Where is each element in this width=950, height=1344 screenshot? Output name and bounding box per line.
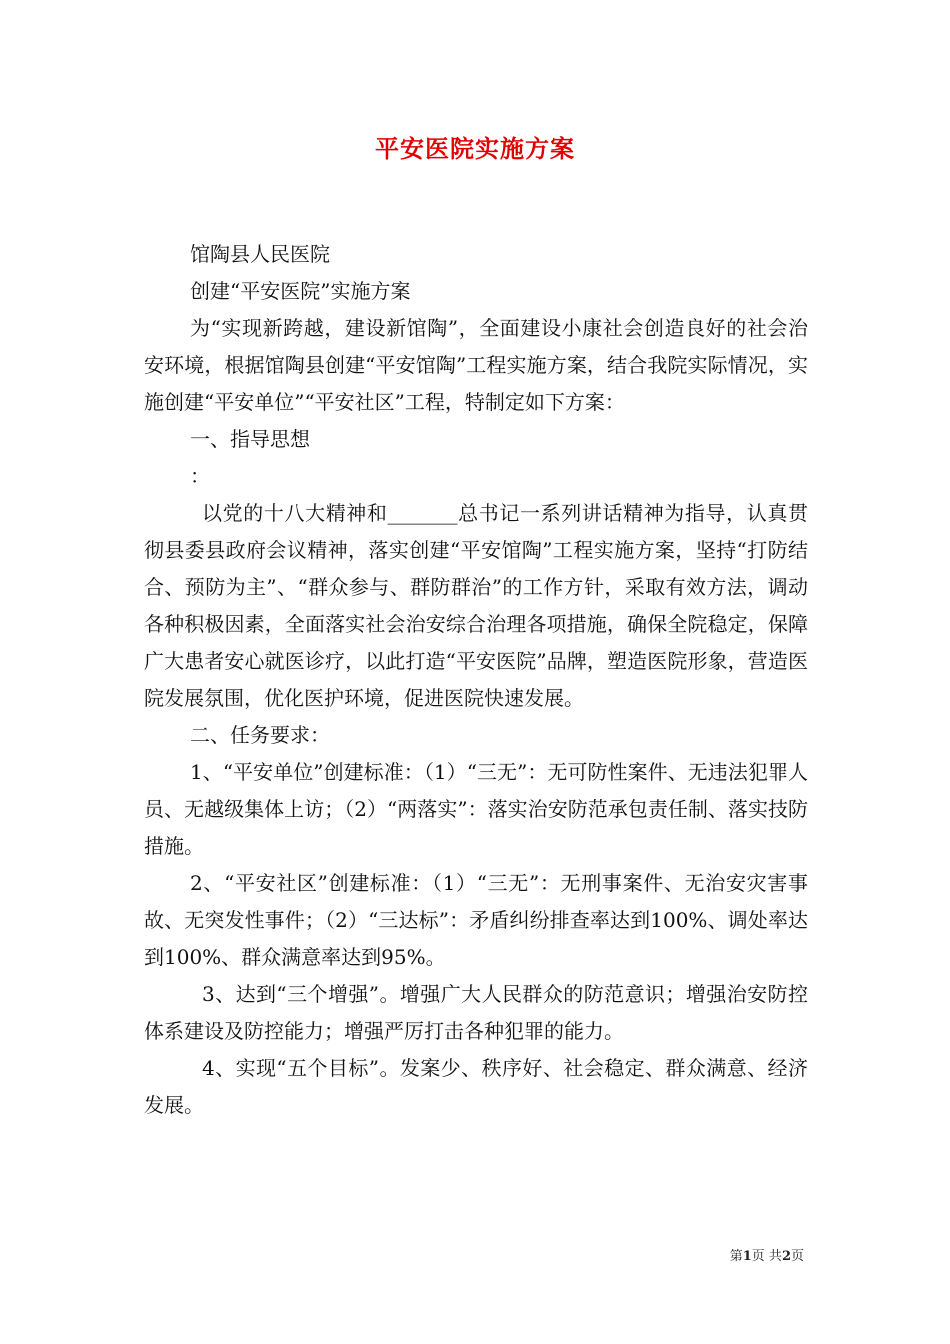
paragraph-task-4: 4、实现“五个目标”。发案少、秩序好、社会稳定、群众满意、经济发展。 bbox=[144, 1056, 808, 1117]
document-body bbox=[144, 236, 808, 1124]
paragraph-colon: ： bbox=[190, 464, 210, 488]
section-heading-task-requirements: 二、任务要求： bbox=[190, 723, 330, 747]
paragraph-task-3: 3、达到“三个增强”。增强广大人民群众的防范意识；增强治安防控体系建设及防控能力；增强严厉打击各种犯罪的能力。 bbox=[144, 982, 808, 1043]
paragraph-intro: 为“实现新跨越，建设新馆陶”，全面建设小康社会创造良好的社会治安环境，根据馆陶县创建“平安馆陶”工程实施方案，结合我院实际情况，实施创建“平安单位”“平安社区”工程，特制定如下方案： bbox=[144, 316, 808, 414]
section-heading-guiding-thought: 一、指导思想 bbox=[190, 427, 310, 451]
page-footer bbox=[730, 1245, 804, 1264]
footer-suffix: 页 bbox=[790, 1249, 804, 1264]
document-title: 平安医院实施方案 bbox=[375, 134, 575, 163]
paragraph-guiding-thought: 以党的十八大精神和_______总书记一系列讲话精神为指导，认真贯彻县委县政府会议精神，落实创建“平安馆陶”工程实施方案，坚持“打防结合、预防为主”、“群众参与、群防群治”的工作方针，采取有效方法，调动各种积极因素，全面落实社会治安综合治理各项措施，确保全院稳定，保障广大患者安心就医诊疗，以此打造“平安医院”品牌，塑造医院形象，营造医院发展氛围，优化医护环境，促进医院快速发展。 bbox=[144, 501, 808, 710]
footer-current-page: 1 bbox=[742, 1249, 752, 1264]
footer-middle: 页 共 bbox=[751, 1249, 782, 1264]
paragraph-task-1: 1、“平安单位”创建标准：（1）“三无”：无可防性案件、无违法犯罪人员、无越级集体上访；（2）“两落实”：落实治安防范承包责任制、落实技防措施。 bbox=[144, 760, 808, 858]
footer-prefix: 第 bbox=[729, 1249, 743, 1264]
paragraph-task-2: 2、“平安社区”创建标准：（1）“三无”：无刑事案件、无治安灾害事故、无突发性事件；（2）“三达标”：矛盾纠纷排查率达到100%、调处率达到100%、群众满意率达到95%。 bbox=[144, 871, 808, 969]
paragraph-hospital-name: 馆陶县人民医院 bbox=[190, 242, 330, 266]
footer-total-pages: 2 bbox=[781, 1249, 791, 1264]
paragraph-plan-name: 创建“平安医院”实施方案 bbox=[190, 279, 411, 303]
